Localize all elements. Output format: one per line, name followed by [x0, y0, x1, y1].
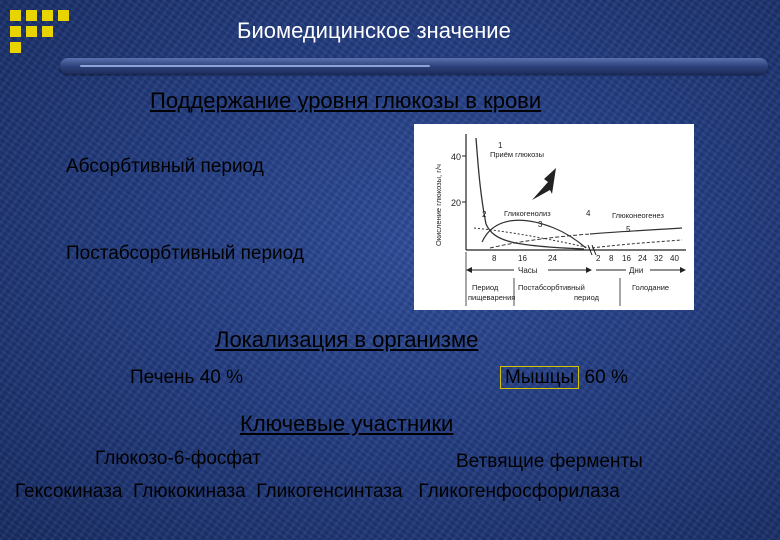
x-tick-days: 40 [670, 254, 679, 263]
logo-square [10, 42, 21, 53]
x-tick-days: 16 [622, 254, 631, 263]
x-tick-hours: 8 [492, 254, 497, 263]
annotation-glucose-intake: Приём глюкозы [490, 150, 545, 159]
y-tick-label: 40 [451, 152, 462, 162]
liver-share: Печень 40 % [130, 367, 244, 388]
participants-heading: Ключевые участники [240, 411, 454, 436]
days-label: Дни [629, 266, 644, 275]
x-tick-hours: 24 [548, 254, 557, 263]
curve-number-2: 2 [482, 210, 487, 219]
x-tick-days: 32 [654, 254, 663, 263]
x-tick-days: 2 [596, 254, 601, 263]
x-tick-days: 24 [638, 254, 647, 263]
logo-square [42, 26, 53, 37]
arrowhead-icon [586, 267, 592, 273]
subtitle: Поддержание уровня глюкозы в крови [150, 88, 542, 113]
curve-number-5: 5 [626, 225, 631, 234]
period-fasting-label: Голодание [632, 283, 670, 292]
logo-square [10, 26, 21, 37]
localization-heading: Локализация в организме [215, 327, 479, 352]
curve-number-1: 1 [498, 141, 503, 150]
hours-label: Часы [518, 266, 538, 275]
curve-number-3: 3 [538, 220, 543, 229]
logo-square [26, 26, 37, 37]
arrowhead-icon [466, 267, 472, 273]
x-tick-hours: 16 [518, 254, 527, 263]
postabsorptive-period-label: Постабсорбтивный период [66, 243, 304, 264]
x-tick-days: 8 [609, 254, 614, 263]
y-axis-label: Окисление глюкозы, г/ч [434, 164, 443, 246]
arrowhead-icon [680, 267, 686, 273]
period-postabsorptive-label: период [574, 293, 599, 302]
muscle-share [500, 367, 628, 389]
muscle-value: 60 % [584, 367, 628, 388]
logo-square [10, 10, 21, 21]
title-divider-highlight [80, 65, 430, 67]
period-digestion-label: Период [472, 283, 499, 292]
annotation-glycogenolysis: Гликогенолиз [504, 209, 551, 218]
logo-square [58, 10, 69, 21]
intake-arrow-icon [532, 168, 556, 200]
glucose-6-phosphate-label: Глюкозо-6-фосфат [95, 448, 261, 469]
logo-square [42, 10, 53, 21]
y-tick-label: 20 [451, 198, 462, 208]
curve-number-4: 4 [586, 209, 591, 218]
logo-square [26, 10, 37, 21]
branching-enzymes-label: Ветвящие ферменты [456, 451, 643, 472]
muscle-label: Мышцы [500, 366, 579, 389]
slide-title: Биомедицинское значение [237, 18, 511, 43]
absorptive-period-label: Абсорбтивный период [66, 156, 264, 177]
glucose-oxidation-figure [414, 124, 694, 310]
curve-gluconeogenesis-late [590, 228, 682, 234]
enzyme-list: Гексокиназа Глюкокиназа Гликогенсинтаза Гликогенфосфорилаза [15, 481, 620, 502]
period-postabsorptive-label: Постабсорбтивный [518, 283, 585, 292]
annotation-gluconeogenesis: Глюконеогенез [612, 211, 664, 220]
period-digestion-label: пищеварения [468, 293, 516, 302]
curve-fasting [592, 240, 682, 248]
